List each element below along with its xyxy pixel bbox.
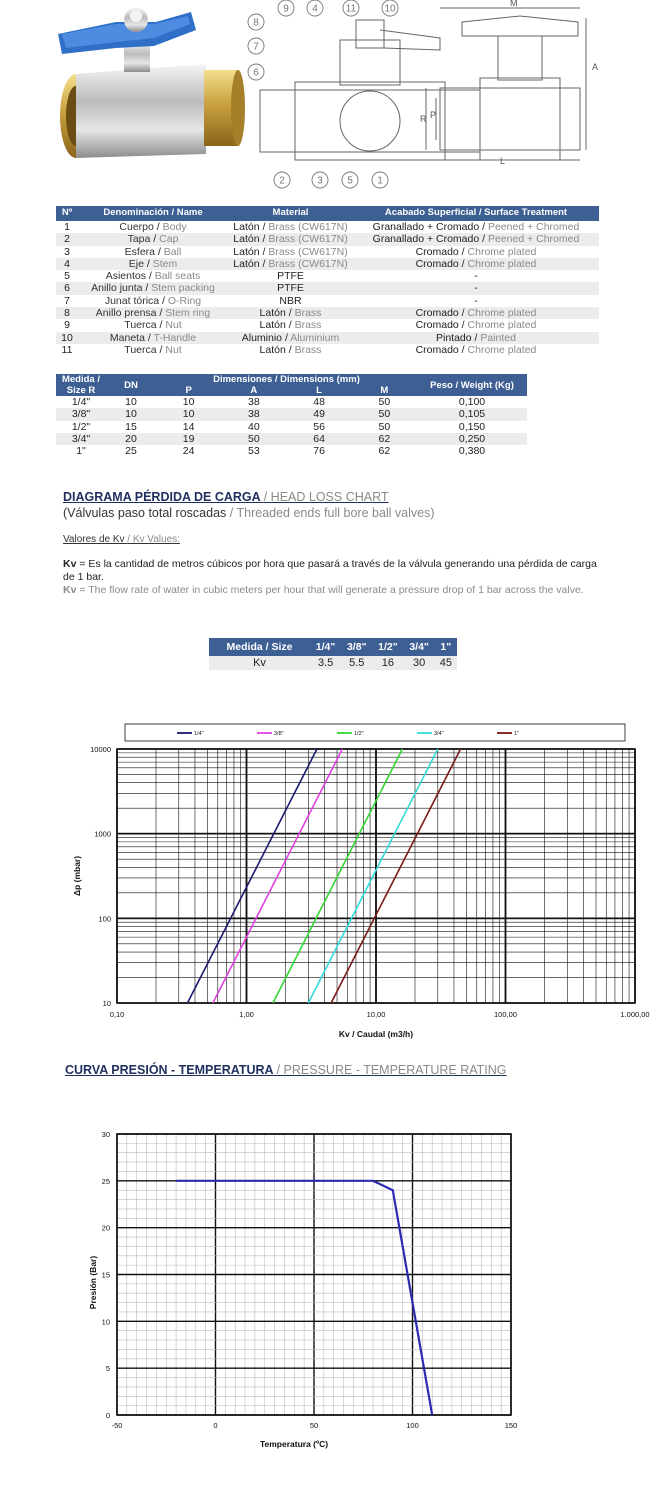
name-en: Stem bbox=[152, 257, 178, 270]
material-finish: Granallado + Cromado / Peened + Chromed bbox=[372, 221, 580, 233]
material-finish bbox=[353, 270, 599, 282]
col-dn: DN bbox=[106, 374, 156, 396]
x-tick-label: 150 bbox=[504, 1421, 518, 1430]
material-en: Brass (CW617N) bbox=[268, 221, 348, 233]
legend-label: 1/2" bbox=[354, 731, 364, 737]
material-name: Maneta / T-Handle bbox=[78, 332, 228, 344]
series-line bbox=[273, 749, 403, 1003]
series-line bbox=[187, 749, 317, 1003]
y-tick-label: 10 bbox=[102, 999, 111, 1008]
headloss-sub-es: (Válvulas paso total roscadas bbox=[63, 506, 227, 520]
col-a: A bbox=[221, 385, 286, 396]
name-es: Anillo junta bbox=[91, 282, 143, 295]
material-es: PTFE bbox=[277, 270, 304, 283]
name-es: Junat tórica bbox=[104, 294, 160, 307]
material-en: Aluminium bbox=[290, 331, 340, 344]
material-finish: Pintado / Painted bbox=[353, 332, 599, 344]
finish-en: Peened + Chromed bbox=[487, 233, 580, 246]
material-no: 10 bbox=[56, 332, 78, 344]
dim-dn: 10 bbox=[125, 396, 137, 408]
finish-es: Cromado bbox=[415, 257, 459, 270]
material-no: 4 bbox=[56, 258, 78, 270]
material-row bbox=[56, 295, 599, 307]
material-no: 8 bbox=[56, 307, 78, 319]
material-no: 2 bbox=[56, 233, 78, 245]
callout-number: 5 bbox=[347, 175, 353, 187]
dim-m: 62 bbox=[352, 433, 417, 445]
headloss-title-es: DIAGRAMA PÉRDIDA DE CARGA bbox=[63, 490, 261, 504]
kv-row-label: Kv bbox=[209, 656, 310, 670]
name-es: Asientos bbox=[105, 270, 146, 283]
headloss-title bbox=[63, 490, 389, 504]
x-tick-label: 1.000,00 bbox=[620, 1010, 650, 1019]
material-material: Latón / Brass (CW617N) bbox=[228, 258, 353, 270]
x-axis-label: Kv / Caudal (m3/h) bbox=[338, 1029, 414, 1039]
material-es: Latón bbox=[259, 319, 286, 332]
finish-es: - bbox=[474, 270, 478, 283]
dimension-letter: M bbox=[510, 0, 518, 8]
headloss-title-en: / HEAD LOSS CHART bbox=[263, 490, 389, 504]
finish-es: - bbox=[474, 294, 478, 307]
callout-number: 11 bbox=[345, 3, 357, 15]
material-name: Anillo prensa / Stem ring bbox=[78, 307, 228, 319]
x-tick-label: 0 bbox=[213, 1421, 218, 1430]
finish-en: Chrome plated bbox=[467, 319, 537, 332]
dim-p: 24 bbox=[182, 445, 195, 458]
kv-definition-en bbox=[63, 584, 603, 597]
dim-dn: 20 bbox=[106, 433, 156, 445]
material-name: Cuerpo / Body bbox=[119, 221, 187, 233]
material-material: Latón / Brass bbox=[228, 307, 353, 319]
callout-number: 9 bbox=[283, 3, 289, 15]
x-tick-label: 10,00 bbox=[366, 1010, 386, 1019]
material-row bbox=[56, 332, 599, 344]
legend-label: 3/8" bbox=[274, 731, 284, 737]
col-dims: Dimensiones / Dimensions (mm) bbox=[156, 374, 417, 385]
kv-size: 3/8" bbox=[341, 638, 372, 656]
dimensions-table bbox=[56, 374, 527, 457]
dim-p: 14 bbox=[182, 420, 195, 433]
dimension-letter: P bbox=[430, 110, 437, 120]
material-finish: Cromado / Chrome plated bbox=[353, 307, 599, 319]
dim-m: 50 bbox=[352, 408, 417, 420]
name-es: Maneta bbox=[109, 331, 145, 344]
name-es: Tuerca bbox=[124, 319, 157, 332]
kv-values-title bbox=[63, 534, 180, 545]
dim-weight: 0,380 bbox=[458, 445, 486, 458]
x-axis-label: Temperatura (ºC) bbox=[259, 1439, 329, 1449]
material-finish: Granallado + Cromado / Peened + Chromed bbox=[353, 233, 599, 245]
material-row bbox=[56, 221, 599, 233]
material-en: Brass bbox=[294, 319, 322, 332]
x-tick-label: 1,00 bbox=[239, 1010, 254, 1019]
finish-en: Chrome plated bbox=[467, 343, 537, 356]
name-en: Stem packing bbox=[151, 282, 215, 295]
material-row bbox=[56, 233, 599, 245]
material-name: Junat tórica / O-Ring bbox=[104, 294, 202, 307]
kv-value: 16 bbox=[372, 656, 403, 670]
dimension-letter: R bbox=[420, 114, 427, 124]
dim-size: 1/4" bbox=[71, 396, 91, 408]
finish-es: Cromado bbox=[415, 343, 459, 356]
col-material: Material bbox=[228, 206, 353, 221]
dim-m: 50 bbox=[378, 420, 391, 433]
dim-p: 19 bbox=[156, 433, 221, 445]
callout-number: 10 bbox=[384, 3, 396, 15]
material-no: 1 bbox=[64, 221, 70, 233]
kv-title-en: / Kv Values: bbox=[127, 534, 180, 545]
material-material: Latón / Brass (CW617N) bbox=[233, 221, 348, 233]
finish-en: Peened + Chromed bbox=[487, 221, 580, 233]
callout-number: 3 bbox=[317, 175, 323, 187]
finish-en: Chrome plated bbox=[467, 257, 537, 270]
name-es: Esfera bbox=[124, 245, 156, 258]
dim-a: 50 bbox=[221, 433, 286, 445]
material-en: Brass (CW617N) bbox=[268, 257, 348, 270]
material-name: Asientos / Ball seats bbox=[105, 270, 201, 283]
material-finish: Cromado / Chrome plated bbox=[353, 258, 599, 270]
material-name: Eje / Stem bbox=[78, 258, 228, 270]
name-en: Stem ring bbox=[165, 307, 211, 320]
finish-es: Cromado bbox=[415, 245, 459, 258]
kv-value: 5.5 bbox=[341, 656, 372, 670]
dim-a: 40 bbox=[248, 420, 260, 433]
name-en: Ball bbox=[163, 245, 182, 258]
material-row bbox=[56, 246, 599, 258]
material-es: Latón bbox=[233, 221, 260, 233]
pressure-temperature-chart bbox=[80, 1120, 530, 1460]
material-material: Latón / Brass (CW617N) bbox=[233, 245, 348, 258]
dimension-letter: A bbox=[592, 62, 599, 72]
material-es: PTFE bbox=[277, 282, 304, 295]
material-row bbox=[56, 258, 599, 270]
headloss-legend bbox=[125, 724, 625, 741]
material-es: Aluminio bbox=[241, 331, 283, 344]
col-finish: Acabado Superficial / Surface Treatment bbox=[353, 206, 599, 221]
dim-m: 62 bbox=[378, 445, 391, 458]
material-row bbox=[56, 319, 599, 331]
name-en: Body bbox=[162, 221, 187, 233]
x-tick-label: 0,10 bbox=[109, 1010, 125, 1019]
material-name: Tuerca / Nut bbox=[124, 343, 182, 356]
kv-value: 45 bbox=[435, 656, 457, 670]
pt-title-en: / PRESSURE - TEMPERATURE RATING bbox=[276, 1063, 507, 1077]
dim-size: 3/8" bbox=[56, 408, 106, 420]
material-finish bbox=[353, 295, 599, 307]
material-no: 3 bbox=[64, 245, 70, 258]
name-es: Tuerca bbox=[124, 343, 157, 356]
y-tick-label: 10000 bbox=[90, 745, 111, 754]
kv-text-es: = Es la cantidad de metros cúbicos por hora que pasará a través de la válvula generando una pérdida de carga de 1 bar. bbox=[63, 558, 597, 583]
material-row bbox=[56, 282, 599, 294]
col-m: M bbox=[352, 385, 417, 396]
material-finish: Cromado / Chrome plated bbox=[415, 319, 537, 332]
callout-number: 7 bbox=[253, 41, 259, 53]
y-tick-label: 15 bbox=[101, 1270, 110, 1280]
kv-title-es: Valores de Kv bbox=[63, 534, 125, 545]
material-es: Latón bbox=[233, 245, 260, 258]
dim-weight: 0,105 bbox=[417, 408, 527, 420]
kv-definition-es bbox=[63, 558, 603, 584]
col-weight: Peso / Weight (Kg) bbox=[417, 374, 527, 396]
col-p: P bbox=[156, 385, 221, 396]
y-tick-label: 100 bbox=[98, 914, 111, 924]
material-en: Brass bbox=[294, 343, 322, 356]
dim-a: 38 bbox=[221, 408, 286, 420]
finish-en: Chrome plated bbox=[467, 307, 537, 320]
kv-size: 3/4" bbox=[404, 638, 435, 656]
name-es: Cuerpo bbox=[119, 221, 154, 233]
dim-dn: 15 bbox=[125, 420, 137, 433]
col-no: Nº bbox=[56, 206, 78, 221]
material-es: Latón bbox=[259, 307, 286, 320]
callout-number: 4 bbox=[312, 3, 318, 15]
material-finish: Cromado / Chrome plated bbox=[415, 343, 537, 356]
material-es: Latón bbox=[233, 257, 260, 270]
y-axis-label: Δp (mbar) bbox=[72, 855, 82, 897]
material-name: Anillo junta / Stem packing bbox=[78, 282, 228, 294]
dim-l: 49 bbox=[286, 408, 351, 420]
material-row bbox=[56, 270, 599, 282]
callout-number: 1 bbox=[377, 175, 383, 187]
dimension-row bbox=[56, 421, 527, 433]
material-material: Latón / Brass bbox=[259, 319, 322, 332]
series-line bbox=[308, 749, 438, 1003]
material-no: 9 bbox=[64, 319, 70, 332]
finish-en: Painted bbox=[480, 331, 516, 344]
dimension-row bbox=[56, 396, 527, 408]
y-tick-label: 30 bbox=[101, 1130, 110, 1139]
pt-title bbox=[65, 1063, 507, 1077]
kv-value: 30 bbox=[404, 656, 435, 670]
finish-en: Chrome plated bbox=[467, 245, 537, 258]
material-finish: Cromado / Chrome plated bbox=[415, 245, 537, 258]
dim-a: 53 bbox=[248, 445, 260, 458]
kv-header: Medida / Size bbox=[209, 638, 310, 656]
y-tick-label: 20 bbox=[101, 1223, 110, 1233]
col-size: Medida / Size R bbox=[56, 374, 106, 396]
material-en: Brass bbox=[294, 307, 322, 320]
material-material bbox=[228, 282, 353, 294]
dimension-row bbox=[56, 408, 527, 420]
dim-p: 10 bbox=[156, 408, 221, 420]
dim-size: 1" bbox=[76, 445, 86, 458]
kv-size: 1/2" bbox=[372, 638, 403, 656]
name-en: Cap bbox=[159, 233, 179, 246]
kv-text-en: = The flow rate of water in cubic meters per hour that will generate a pressure drop of 1 bar across the valve. bbox=[79, 584, 584, 596]
material-name: Esfera / Ball bbox=[124, 245, 182, 258]
legend-label: 1/4" bbox=[194, 731, 204, 737]
legend-label: 1" bbox=[514, 731, 520, 737]
dim-dn: 25 bbox=[125, 445, 137, 458]
material-row bbox=[56, 344, 599, 356]
headloss-chart bbox=[60, 718, 650, 1048]
y-tick-label: 1000 bbox=[94, 829, 111, 839]
dim-size: 3/4" bbox=[56, 433, 106, 445]
materials-header bbox=[56, 206, 599, 221]
kv-value: 3.5 bbox=[310, 656, 341, 670]
name-es: Anillo prensa bbox=[95, 307, 157, 320]
material-name: Tapa / Cap bbox=[78, 233, 228, 245]
name-en: T-Handle bbox=[153, 331, 197, 344]
kv-label-en: Kv bbox=[63, 584, 77, 596]
col-name: Denominación / Name bbox=[78, 206, 228, 221]
material-en: Brass (CW617N) bbox=[268, 245, 348, 258]
material-finish bbox=[353, 282, 599, 294]
material-no: 7 bbox=[64, 294, 70, 307]
material-row bbox=[56, 307, 599, 319]
pt-title-es: CURVA PRESIÓN - TEMPERATURA bbox=[65, 1063, 274, 1077]
material-es: Latón bbox=[259, 343, 286, 356]
dimension-row bbox=[56, 433, 527, 445]
y-axis-label: Presión (Bar) bbox=[88, 1255, 98, 1310]
dim-weight: 0,150 bbox=[458, 420, 486, 433]
name-en: Nut bbox=[165, 319, 182, 332]
finish-es: Granallado + Cromado bbox=[372, 233, 480, 246]
material-material: Latón / Brass bbox=[259, 343, 322, 356]
material-material bbox=[228, 270, 353, 282]
material-no: 5 bbox=[64, 270, 70, 283]
material-material: Latón / Brass (CW617N) bbox=[228, 233, 353, 245]
col-l: L bbox=[286, 385, 351, 396]
dim-m: 50 bbox=[378, 396, 391, 408]
dim-weight: 0,250 bbox=[417, 433, 527, 445]
headloss-subtitle bbox=[63, 506, 435, 520]
x-tick-label: 50 bbox=[309, 1421, 319, 1430]
kv-table bbox=[209, 638, 457, 670]
headloss-sub-en: / Threaded ends full bore ball valves) bbox=[229, 506, 435, 520]
material-material bbox=[228, 295, 353, 307]
materials-table bbox=[56, 206, 599, 356]
material-es: Latón bbox=[233, 233, 260, 246]
name-en: Ball seats bbox=[154, 270, 201, 283]
finish-es: Cromado bbox=[415, 307, 459, 320]
name-en: O-Ring bbox=[167, 294, 202, 307]
x-tick-label: 100,00 bbox=[494, 1010, 517, 1019]
kv-label: Kv bbox=[63, 558, 77, 570]
dim-size: 1/2" bbox=[71, 420, 91, 433]
name-es: Tapa bbox=[127, 233, 151, 246]
dim-a: 38 bbox=[248, 396, 260, 408]
dimension-letter: L bbox=[500, 156, 506, 166]
material-material: Aluminio / Aluminium bbox=[228, 332, 353, 344]
finish-es: Pintado bbox=[435, 331, 472, 344]
callout-number: 8 bbox=[253, 17, 259, 29]
dim-dn: 10 bbox=[106, 408, 156, 420]
dim-p: 10 bbox=[182, 396, 195, 408]
dim-l: 48 bbox=[313, 396, 325, 408]
headloss-grid bbox=[117, 749, 635, 1003]
y-tick-label: 0 bbox=[105, 1411, 110, 1420]
material-name: Tuerca / Nut bbox=[124, 319, 182, 332]
pt-grid bbox=[117, 1134, 511, 1415]
y-tick-label: 10 bbox=[101, 1317, 110, 1327]
finish-es: - bbox=[474, 282, 478, 295]
legend-label: 3/4" bbox=[434, 731, 444, 737]
finish-es: Cromado bbox=[415, 319, 459, 332]
series-line bbox=[331, 749, 461, 1003]
callout-number: 2 bbox=[279, 175, 285, 187]
kv-size: 1" bbox=[435, 638, 457, 656]
y-tick-label: 25 bbox=[101, 1176, 110, 1186]
material-es: NBR bbox=[279, 294, 302, 307]
dim-l: 76 bbox=[313, 445, 325, 458]
dim-l: 64 bbox=[286, 433, 351, 445]
dimension-row bbox=[56, 445, 527, 457]
x-tick-label: -50 bbox=[111, 1421, 123, 1430]
technical-drawings bbox=[240, 0, 600, 195]
name-en: Nut bbox=[165, 343, 182, 356]
material-no: 11 bbox=[61, 343, 73, 356]
material-no: 6 bbox=[56, 282, 78, 294]
finish-es: Granallado + Cromado bbox=[372, 221, 480, 233]
dim-l: 56 bbox=[313, 420, 325, 433]
callout-number: 6 bbox=[253, 67, 259, 79]
series-line bbox=[213, 749, 342, 1003]
valve-photo bbox=[56, 4, 246, 174]
name-es: Eje bbox=[128, 257, 144, 270]
x-tick-label: 100 bbox=[406, 1421, 419, 1430]
dim-weight: 0,100 bbox=[458, 396, 486, 408]
y-tick-label: 5 bbox=[105, 1364, 110, 1374]
kv-size: 1/4" bbox=[310, 638, 341, 656]
material-en: Brass (CW617N) bbox=[268, 233, 348, 246]
